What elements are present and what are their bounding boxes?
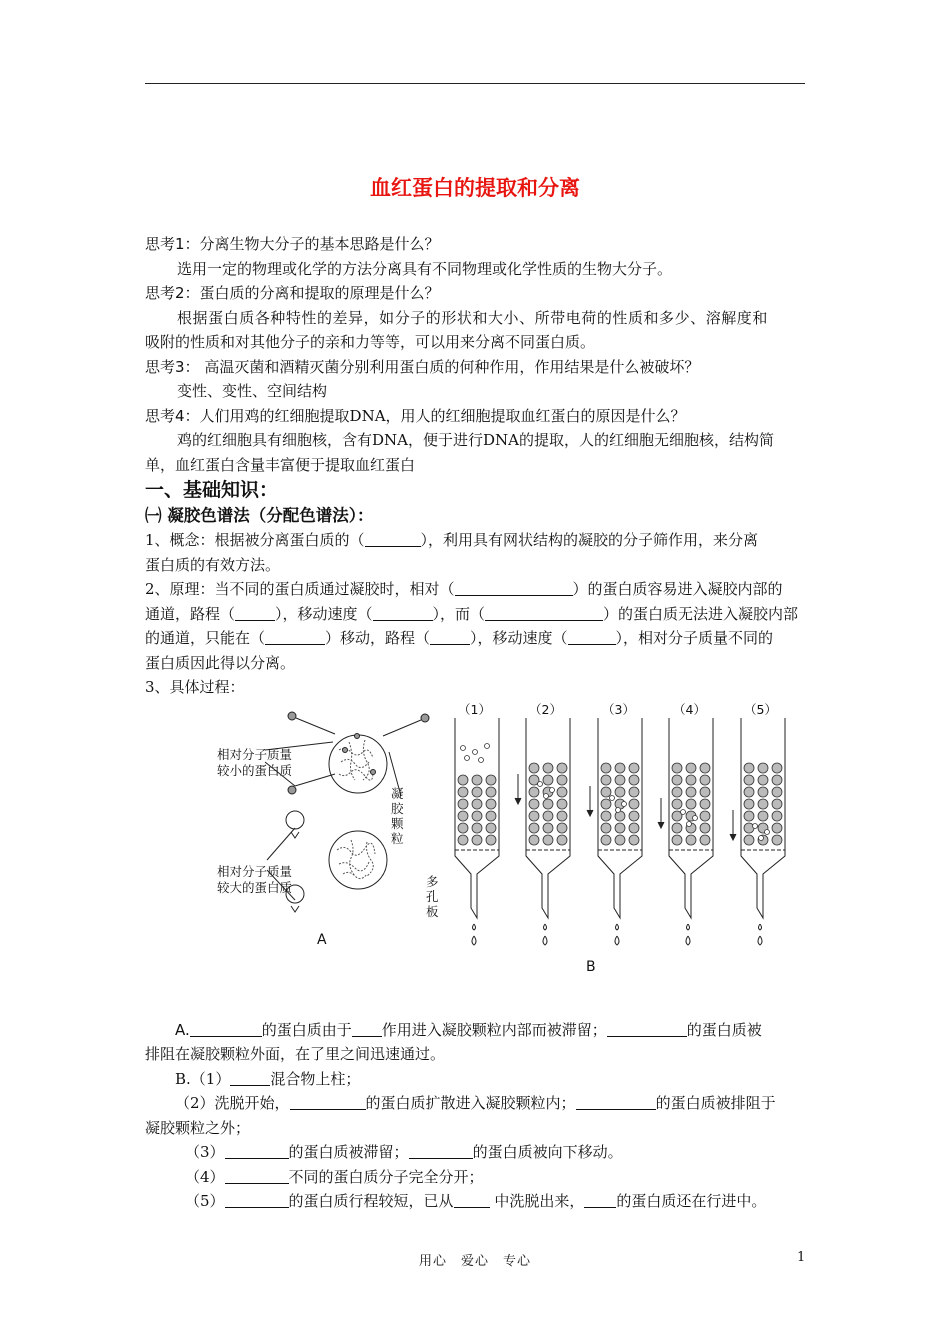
flow-arrow-head	[730, 834, 736, 840]
blank[interactable]	[230, 1070, 270, 1086]
gel-bead	[700, 835, 710, 845]
gel-bead	[486, 835, 496, 845]
protein-molecule	[544, 793, 549, 798]
column-label-5: （5）	[744, 701, 777, 717]
protein-molecule	[622, 801, 627, 806]
blank[interactable]	[584, 1192, 616, 1208]
think-3-question: 思考3： 高温灭菌和酒精灭菌分别利用蛋白质的何种作用，作用结果是什么被破坏？	[145, 357, 700, 376]
gel-bead	[615, 811, 625, 821]
drop	[472, 936, 476, 945]
figure-label-b: B	[586, 958, 596, 975]
content	[145, 232, 807, 1214]
gel-bead	[529, 799, 539, 809]
figure-b-columns	[455, 718, 785, 945]
protein-molecule	[479, 757, 484, 762]
drop	[686, 936, 690, 945]
gel-bead-label: 凝 胶 颗 粒	[391, 785, 404, 846]
gel-bead	[601, 775, 611, 785]
gel-bead	[458, 835, 468, 845]
subsection-heading: ㈠ 凝胶色谱法（分配色谱法）：	[145, 506, 374, 525]
gel-bead	[744, 775, 754, 785]
header-rule	[145, 83, 805, 84]
blank[interactable]	[409, 1143, 473, 1159]
gel-bead	[557, 775, 567, 785]
answer-b-3: （3） 的蛋白质被滞留； 的蛋白质被向下移动。	[185, 1143, 623, 1161]
blank[interactable]	[607, 1021, 687, 1037]
gel-chromatography-figure	[145, 700, 807, 1018]
gel-bead	[472, 787, 482, 797]
gel-bead	[486, 811, 496, 821]
gel-bead	[772, 787, 782, 797]
gel-bead	[472, 799, 482, 809]
think-4-question: 思考4：人们用鸡的红细胞提取DNA，用人的红细胞提取血红蛋白的原因是什么？	[145, 406, 686, 425]
blank[interactable]	[225, 1143, 289, 1159]
protein-molecule	[538, 781, 543, 786]
drop	[615, 936, 619, 945]
blank[interactable]	[352, 1021, 382, 1037]
gel-bead	[615, 763, 625, 773]
gel-bead	[615, 835, 625, 845]
gel-bead	[700, 823, 710, 833]
gel-bead	[458, 811, 468, 821]
large-protein-label-line1: 相对分子质量	[217, 863, 293, 879]
gel-bead	[672, 787, 682, 797]
principle-line4: 蛋白质因此得以分离。	[145, 653, 296, 672]
protein-molecule	[765, 829, 770, 834]
gel-bead	[758, 775, 768, 785]
gel-bead	[601, 811, 611, 821]
gel-bead	[700, 811, 710, 821]
gel-bead	[629, 775, 639, 785]
drop	[758, 936, 762, 945]
think-2-answer-line1: 根据蛋白质各种特性的差异，如分子的形状和大小、所带电荷的性质和多少、溶解度和	[177, 308, 768, 327]
flow-arrow-head	[515, 798, 521, 804]
gel-bead	[672, 799, 682, 809]
answer-a-line2: 排阻在凝胶颗粒外面，在了里之间迅速通过。	[145, 1045, 446, 1063]
gel-bead	[557, 787, 567, 797]
small-protein-label-line1: 相对分子质量	[217, 746, 293, 762]
blank[interactable]	[365, 531, 421, 547]
gel-bead	[543, 799, 553, 809]
gel-bead	[758, 811, 768, 821]
gel-bead	[472, 835, 482, 845]
gel-bead	[557, 799, 567, 809]
small-protein-label-line2: 较小的蛋白质	[217, 762, 293, 778]
think-2-answer-line2: 吸附的性质和对其他分子的亲和力等等，可以用来分离不同蛋白质。	[145, 333, 596, 351]
blank[interactable]	[235, 605, 275, 621]
gel-bead	[601, 823, 611, 833]
gel-bead	[615, 787, 625, 797]
gel-bead	[686, 835, 696, 845]
think-1-answer: 选用一定的物理或化学的方法分离具有不同物理或化学性质的生物大分子。	[177, 259, 673, 278]
gel-bead	[543, 811, 553, 821]
gel-bead	[629, 811, 639, 821]
gel-bead	[543, 763, 553, 773]
protein-molecule	[687, 821, 692, 826]
gel-bead	[601, 787, 611, 797]
gel-bead	[557, 835, 567, 845]
gel-bead	[601, 799, 611, 809]
protein-molecule	[485, 743, 490, 748]
blank[interactable]	[568, 629, 616, 645]
gel-bead	[629, 823, 639, 833]
blank[interactable]	[455, 580, 573, 596]
gel-bead	[529, 811, 539, 821]
think-4-answer-line1: 鸡的红细胞具有细胞核，含有DNA，便于进行DNA的提取，人的红细胞无细胞核，结构简	[177, 431, 774, 449]
gel-bead	[672, 763, 682, 773]
answer-b-2-line1: （2）洗脱开始， 的蛋白质扩散进入凝胶颗粒内； 的蛋白质被排阻于	[175, 1094, 776, 1112]
drop	[687, 924, 690, 930]
gel-bead	[529, 763, 539, 773]
gel-bead	[700, 799, 710, 809]
blank[interactable]	[265, 629, 325, 645]
column-label-3: （3）	[602, 701, 635, 717]
think-1-question: 思考1：分离生物大分子的基本思路是什么？	[145, 235, 440, 253]
protein-molecule	[759, 835, 764, 840]
gel-bead	[458, 823, 468, 833]
gel-bead	[543, 823, 553, 833]
gel-bead	[744, 799, 754, 809]
gel-bead	[458, 775, 468, 785]
gel-bead	[601, 763, 611, 773]
column-label-4: （4）	[673, 701, 706, 717]
gel-bead	[529, 787, 539, 797]
gel-bead	[772, 799, 782, 809]
footer-motto: 用心 爱心 专心	[418, 1254, 531, 1269]
gel-bead	[744, 835, 754, 845]
gel-bead	[557, 763, 567, 773]
principle-line3: 的通道，只能在（ ）移动，路程（ ），移动速度（ ），相对分子质量不同的	[145, 629, 774, 647]
gel-bead	[615, 775, 625, 785]
blank[interactable]	[485, 605, 603, 621]
principle-line1: 2、原理：当不同的蛋白质通过凝胶时，相对（ ）的蛋白质容易进入凝胶内部的	[145, 580, 783, 598]
flow-arrow-head	[658, 822, 664, 828]
concept-line1: 1、概念：根据被分离蛋白质的（ ），利用具有网状结构的凝胶的分子筛作用，来分离	[145, 531, 759, 549]
protein-molecule	[465, 755, 470, 760]
gel-bead	[486, 775, 496, 785]
gel-bead	[686, 799, 696, 809]
blank[interactable]	[373, 605, 433, 621]
think-3-answer: 变性、变性、空间结构	[177, 382, 328, 400]
protein-molecule	[550, 787, 555, 792]
process-heading: 3、具体过程：	[145, 678, 245, 696]
blank[interactable]	[430, 629, 470, 645]
gel-bead	[458, 787, 468, 797]
blank[interactable]	[225, 1192, 289, 1208]
gel-bead	[772, 775, 782, 785]
concept-line2: 蛋白质的有效方法。	[145, 555, 281, 574]
large-protein-label-line2: 较大的蛋白质	[217, 879, 293, 895]
gel-bead	[744, 823, 754, 833]
blank[interactable]	[225, 1168, 289, 1184]
answer-b-1: B.（1） 混合物上柱；	[175, 1069, 361, 1088]
principle-line2: 通道，路程（ ），移动速度（ ），而（ ）的蛋白质无法进入凝胶内部	[145, 604, 799, 623]
gel-bead	[758, 763, 768, 773]
gel-bead-entering	[329, 735, 387, 793]
column-label-1: （1）	[458, 701, 491, 717]
gel-bead	[472, 823, 482, 833]
gel-bead	[772, 835, 782, 845]
flow-arrow-head	[587, 810, 593, 816]
protein-molecule	[753, 823, 758, 828]
gel-bead	[529, 823, 539, 833]
drop	[544, 924, 547, 930]
gel-bead	[700, 775, 710, 785]
think-2-question: 思考2：蛋白质的分离和提取的原理是什么？	[145, 284, 440, 302]
gel-bead	[529, 835, 539, 845]
gel-bead	[543, 835, 553, 845]
gel-bead	[672, 775, 682, 785]
gel-bead	[700, 763, 710, 773]
gel-bead	[486, 799, 496, 809]
protein-molecule	[461, 745, 466, 750]
blank[interactable]	[190, 1021, 262, 1037]
gel-bead	[686, 763, 696, 773]
drop	[759, 924, 762, 930]
gel-bead	[744, 811, 754, 821]
gel-bead	[686, 787, 696, 797]
page-number: 1	[797, 1250, 806, 1265]
protein-molecule	[616, 807, 621, 812]
gel-bead	[772, 811, 782, 821]
page-title: 血红蛋白的提取和分离	[370, 176, 580, 200]
gel-bead	[601, 835, 611, 845]
gel-bead	[458, 799, 468, 809]
blank[interactable]	[576, 1094, 656, 1110]
gel-bead	[758, 799, 768, 809]
gel-bead	[629, 835, 639, 845]
drop	[473, 924, 476, 930]
gel-bead	[744, 763, 754, 773]
gel-bead	[700, 787, 710, 797]
drop	[543, 936, 547, 945]
gel-bead	[615, 823, 625, 833]
answer-b-4: （4） 不同的蛋白质分子完全分开；	[185, 1167, 484, 1186]
drop	[616, 924, 619, 930]
protein-molecule	[473, 749, 478, 754]
gel-bead	[772, 823, 782, 833]
gel-bead	[557, 823, 567, 833]
answer-b-2-line2: 凝胶颗粒之外；	[145, 1118, 251, 1137]
gel-bead	[629, 763, 639, 773]
blank[interactable]	[454, 1192, 490, 1208]
porous-plate-label: 多 孔 板	[426, 873, 439, 919]
gel-bead	[744, 787, 754, 797]
think-4-answer-line2: 单，血红蛋白含量丰富便于提取血红蛋白	[145, 455, 416, 474]
gel-bead	[629, 799, 639, 809]
figure-label-a: A	[317, 931, 327, 948]
gel-bead	[486, 787, 496, 797]
gel-bead	[772, 763, 782, 773]
gel-bead	[472, 811, 482, 821]
protein-molecule	[681, 809, 686, 814]
column-label-2: （2）	[529, 701, 562, 717]
gel-bead	[486, 823, 496, 833]
protein-molecule	[693, 815, 698, 820]
gel-bead	[629, 787, 639, 797]
gel-bead	[557, 811, 567, 821]
section-heading: 一、基础知识：	[145, 479, 279, 501]
answer-a-line1: A. 的蛋白质由于 作用进入凝胶颗粒内部而被滞留； 的蛋白质被	[175, 1020, 762, 1039]
protein-molecule	[610, 795, 615, 800]
gel-bead	[472, 775, 482, 785]
blank[interactable]	[290, 1094, 366, 1110]
gel-bead-excluding	[329, 831, 387, 889]
gel-bead	[672, 835, 682, 845]
answer-b-5: （5） 的蛋白质行程较短，已从 中洗脱出来， 的蛋白质还在行进中。	[185, 1192, 767, 1210]
gel-bead	[758, 787, 768, 797]
gel-bead	[686, 775, 696, 785]
gel-bead	[672, 823, 682, 833]
gel-bead	[543, 775, 553, 785]
